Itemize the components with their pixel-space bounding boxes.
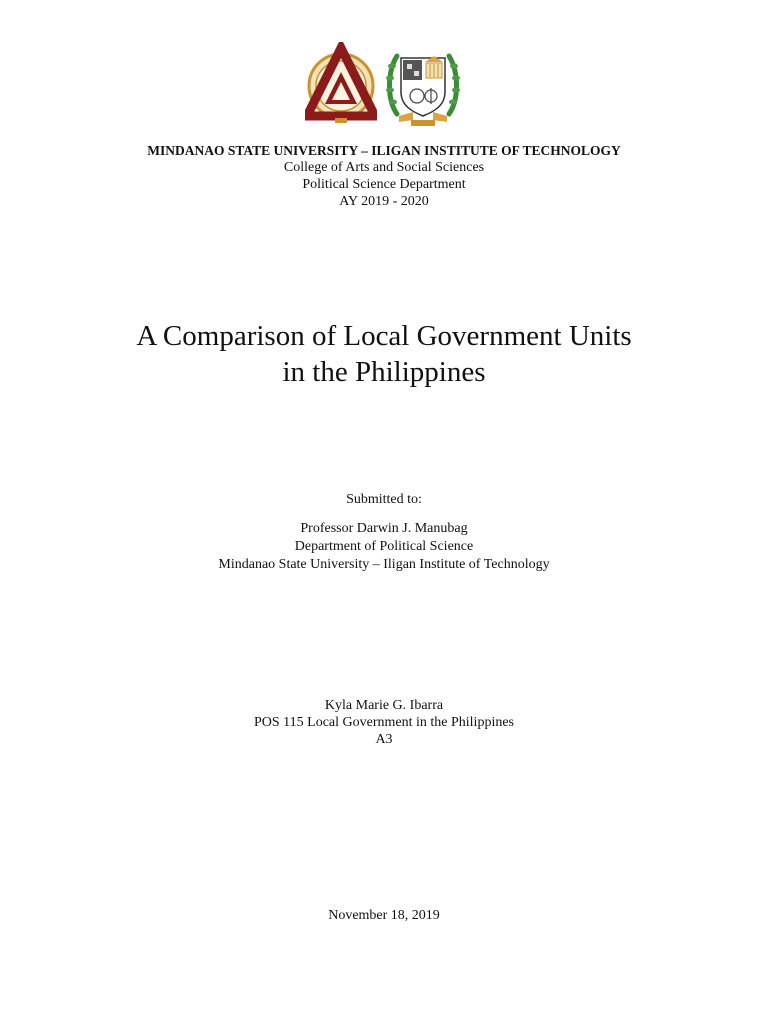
submission-date: November 18, 2019 xyxy=(328,908,440,923)
academic-year: AY 2019 - 2020 xyxy=(339,194,429,209)
author-section xyxy=(0,697,768,748)
cass-logo xyxy=(383,42,463,130)
college-name: College of Arts and Social Sciences xyxy=(283,160,485,175)
university-name: MINDANAO STATE UNIVERSITY – ILIGAN INSTITUTE OF TECHNOLOGY xyxy=(147,143,621,158)
department-name: Political Science Department xyxy=(302,177,466,192)
section-code: A3 xyxy=(375,732,393,747)
professor-name: Professor Darwin J. Manubag xyxy=(300,521,468,536)
institution-header xyxy=(0,142,768,210)
professor-department: Department of Political Science xyxy=(294,539,474,554)
title-line-2: in the Philippines xyxy=(282,356,486,388)
msu-iit-logo xyxy=(305,42,377,130)
date-section xyxy=(0,907,768,924)
author-name: Kyla Marie G. Ibarra xyxy=(324,698,444,713)
logo-row xyxy=(0,42,768,132)
professor-university: Mindanao State University – Iligan Institute of Technology xyxy=(218,557,550,572)
course-name: POS 115 Local Government in the Philippines xyxy=(253,715,514,730)
title-line-1: A Comparison of Local Government Units xyxy=(136,320,632,352)
submitted-to-section xyxy=(0,491,768,574)
submitted-to-label: Submitted to: xyxy=(346,492,422,507)
paper-title xyxy=(0,318,768,390)
